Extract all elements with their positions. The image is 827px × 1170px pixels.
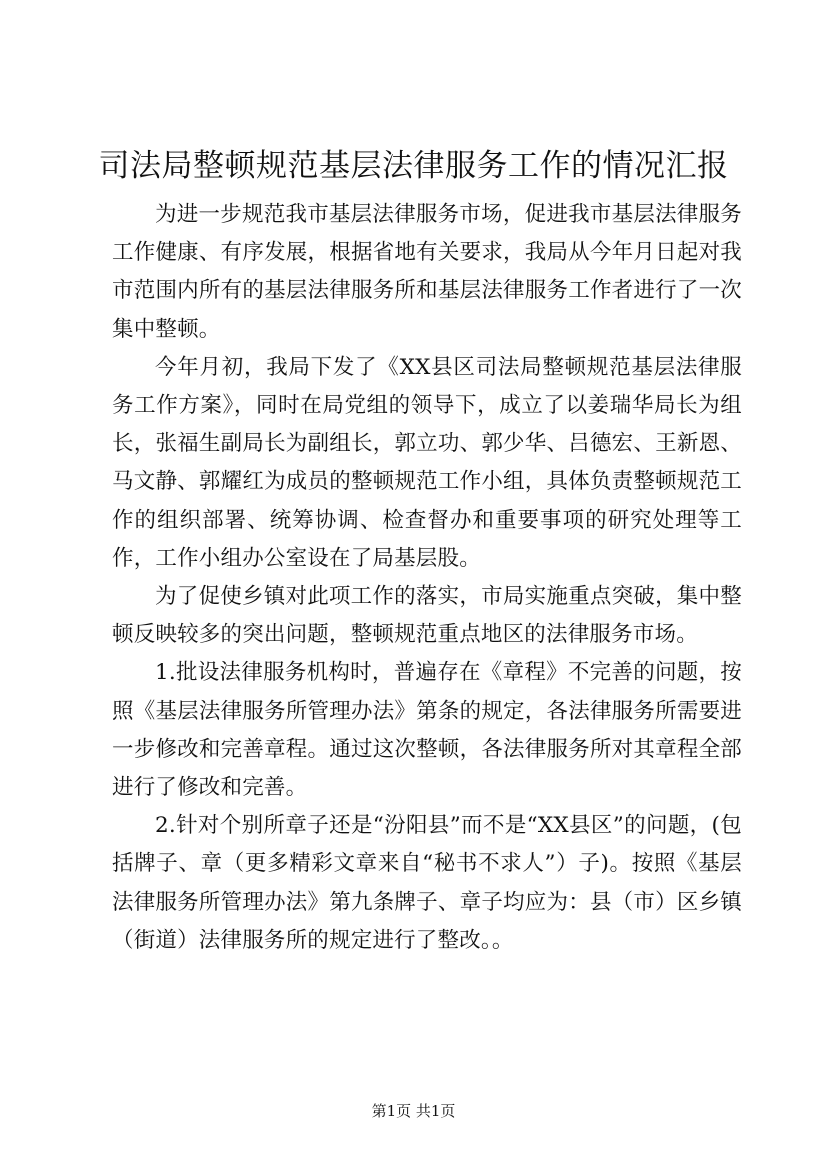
page-number-footer: 第1页 共1页 — [371, 1102, 456, 1120]
document-title: 司法局整顿规范基层法律服务工作的情况汇报 — [98, 148, 729, 184]
paragraph-intro: 为进一步规范我市基层法律服务市场，促进我市基层法律服务工作健康、有序发展，根据省地有关要求，我局从今年月日起对我市范围内所有的基层法律服务所和基层法律服务工作者进行了一次集中整顿。 — [112, 202, 742, 342]
paragraph-work-group: 今年月初，我局下发了《XX县区司法局整顿规范基层法律服务工作方案》，同时在局党组的领导下，成立了以姜瑞华局长为组长，张福生副局长为副组长，郭立功、郭少华、吕德宏、王新恩、马文静、郭耀红为成员的整顿规范工作小组，具体负责整顿规范工作的组织部署、统筹协调、检查督办和重要事项的研究处理等工作，工作小组办公室设在了局基层股。 — [112, 354, 742, 571]
paragraph-key-issues: 为了促使乡镇对此项工作的落实，市局实施重点突破，集中整顿反映较多的突出问题，整顿规范重点地区的法律服务市场。 — [112, 584, 742, 648]
paragraph-item-2: 2.针对个别所章子还是“汾阳县”而不是“XX县区”的问题，(包括牌子、章（更多精彩文章来自“秘书不求人”）子)。按照《基层法律服务所管理办法》第九条牌子、章子均应为：县（市）区乡镇（街道）法律服务所的规定进行了整改。。 — [112, 813, 742, 953]
document-body — [112, 196, 742, 960]
paragraph-item-1: 1.批设法律服务机构时，普遍存在《章程》不完善的问题，按照《基层法律服务所管理办法》第条的规定，各法律服务所需要进一步修改和完善章程。通过这次整顿，各法律服务所对其章程全部进行了修改和完善。 — [112, 660, 742, 801]
